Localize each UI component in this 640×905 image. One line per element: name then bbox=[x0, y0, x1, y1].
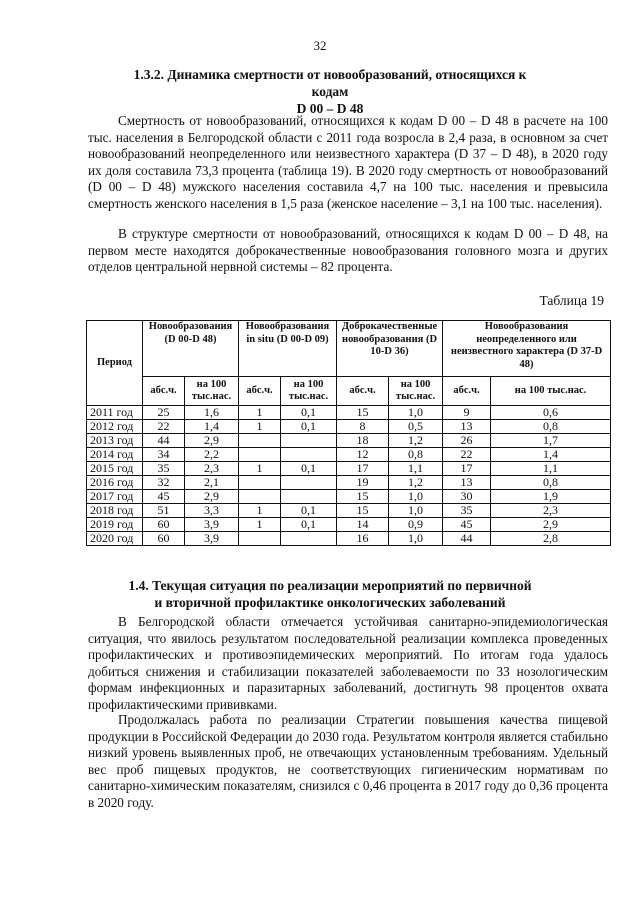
heading-line: D 00 – D 48 bbox=[296, 101, 364, 116]
subheader-rate: на 100 тыс.нас. bbox=[281, 377, 337, 406]
subheader-rate: на 100 тыс.нас. bbox=[491, 377, 611, 406]
table-cell: 0,8 bbox=[491, 420, 611, 434]
table-cell: 2,9 bbox=[185, 490, 239, 504]
table-cell: 0,5 bbox=[389, 420, 443, 434]
heading-line: и вторичной профилактике онкологических заболеваний bbox=[154, 595, 506, 610]
table-cell: 2018 год bbox=[87, 504, 143, 518]
column-group-header: Доброкачественные новообразования (D 10-D 36) bbox=[337, 321, 443, 377]
table-cell: 18 bbox=[337, 434, 389, 448]
page-number: 32 bbox=[313, 38, 327, 53]
table-cell: 1,0 bbox=[389, 406, 443, 420]
table-cell: 2016 год bbox=[87, 476, 143, 490]
table-cell bbox=[239, 448, 281, 462]
table-cell: 0,1 bbox=[281, 504, 337, 518]
table-cell: 60 bbox=[143, 518, 185, 532]
table-cell: 2,9 bbox=[491, 518, 611, 532]
paragraph: В Белгородской области отмечается устойчивая санитарно-эпидемиологическая ситуация, что явилось результатом последовательной реализации комплекса проведенных профилактических и противоэпидемических мероприятий. По итогам года удалось добиться снижения и стабилизации показателей заболеваемости по 33 нозологическим формам инфекционных и паразитарных заболеваний, достигнуть 98 процентов охвата профилактическими прививками. bbox=[88, 614, 608, 712]
table-cell: 1,1 bbox=[389, 462, 443, 476]
table-cell: 17 bbox=[337, 462, 389, 476]
table-row bbox=[87, 406, 611, 420]
table-cell: 25 bbox=[143, 406, 185, 420]
table-cell: 1,0 bbox=[389, 532, 443, 546]
section-heading-1-3-2 bbox=[120, 66, 540, 117]
table-cell: 44 bbox=[443, 532, 491, 546]
table-cell: 2015 год bbox=[87, 462, 143, 476]
table-cell: 0,1 bbox=[281, 518, 337, 532]
table-cell: 16 bbox=[337, 532, 389, 546]
table-cell: 26 bbox=[443, 434, 491, 448]
table-cell: 32 bbox=[143, 476, 185, 490]
table-cell: 15 bbox=[337, 504, 389, 518]
table-cell: 13 bbox=[443, 420, 491, 434]
table-cell bbox=[281, 448, 337, 462]
table-cell: 13 bbox=[443, 476, 491, 490]
column-header-period: Период bbox=[87, 321, 143, 406]
table-cell: 12 bbox=[337, 448, 389, 462]
table-cell: 1,0 bbox=[389, 504, 443, 518]
table-row bbox=[87, 420, 611, 434]
paragraph: В структуре смертности от новообразований, относящихся к кодам D 00 – D 48, на первом месте находятся доброкачественные новообразования головного мозга и других отделов центральной нервной системы – 82 процента. bbox=[88, 226, 608, 274]
table-cell: 17 bbox=[443, 462, 491, 476]
table-cell: 1 bbox=[239, 462, 281, 476]
table-row bbox=[87, 504, 611, 518]
table-row bbox=[87, 490, 611, 504]
table-cell: 1,2 bbox=[389, 476, 443, 490]
table-row bbox=[87, 518, 611, 532]
column-group-header: Новообразования неопределенного или неизвестного характера (D 37-D 48) bbox=[443, 321, 611, 377]
table-cell: 1 bbox=[239, 504, 281, 518]
table-cell: 1,9 bbox=[491, 490, 611, 504]
table-cell: 3,9 bbox=[185, 532, 239, 546]
table-cell: 15 bbox=[337, 406, 389, 420]
subheader-abs: абс.ч. bbox=[143, 377, 185, 406]
table-cell: 1,2 bbox=[389, 434, 443, 448]
table-cell: 2,3 bbox=[185, 462, 239, 476]
table-cell: 45 bbox=[443, 518, 491, 532]
table-cell bbox=[281, 532, 337, 546]
table-cell: 8 bbox=[337, 420, 389, 434]
table-cell: 1,4 bbox=[185, 420, 239, 434]
table-cell bbox=[281, 490, 337, 504]
table-row bbox=[87, 462, 611, 476]
table-cell: 2,3 bbox=[491, 504, 611, 518]
table-cell bbox=[239, 490, 281, 504]
subheader-abs: абс.ч. bbox=[443, 377, 491, 406]
table-cell: 22 bbox=[143, 420, 185, 434]
table-cell: 0,8 bbox=[491, 476, 611, 490]
table-cell: 2020 год bbox=[87, 532, 143, 546]
heading-line: 1.4. Текущая ситуация по реализации мероприятий по первичной bbox=[128, 578, 532, 593]
column-group-header: Новообразования in situ (D 00-D 09) bbox=[239, 321, 337, 377]
table-cell: 9 bbox=[443, 406, 491, 420]
section-heading-1-4 bbox=[120, 577, 540, 611]
table-cell: 19 bbox=[337, 476, 389, 490]
table-row bbox=[87, 532, 611, 546]
table-cell: 2013 год bbox=[87, 434, 143, 448]
table-cell: 2019 год bbox=[87, 518, 143, 532]
table-cell: 2017 год bbox=[87, 490, 143, 504]
table-cell: 2,1 bbox=[185, 476, 239, 490]
table-cell: 22 bbox=[443, 448, 491, 462]
table-row bbox=[87, 476, 611, 490]
column-group-header: Новообразования (D 00-D 48) bbox=[143, 321, 239, 377]
table-cell: 0,8 bbox=[389, 448, 443, 462]
subheader-abs: абс.ч. bbox=[337, 377, 389, 406]
table-cell: 0,9 bbox=[389, 518, 443, 532]
table-cell: 3,9 bbox=[185, 518, 239, 532]
table-row bbox=[87, 434, 611, 448]
table-cell: 1 bbox=[239, 406, 281, 420]
table-cell: 1,1 bbox=[491, 462, 611, 476]
table-row bbox=[87, 448, 611, 462]
subheader-abs: абс.ч. bbox=[239, 377, 281, 406]
table-cell bbox=[239, 476, 281, 490]
table-cell bbox=[281, 476, 337, 490]
table-cell bbox=[239, 532, 281, 546]
table-cell: 51 bbox=[143, 504, 185, 518]
table-cell bbox=[281, 434, 337, 448]
table-cell: 2014 год bbox=[87, 448, 143, 462]
paragraph: Смертность от новообразований, относящихся к кодам D 00 – D 48 в расчете на 100 тыс. населения в Белгородской области с 2011 года возросла в 2,4 раза, в основном за счет новообразований неопределенного или неизвестного характера (D 37 – D 48), в 2020 году их доля составила 73,3 процента (таблица 19). В 2020 году смертность от новообразований (D 00 – D 48) мужского населения составила 4,7 на 100 тыс. населения и превысила смертность женского населения в 1,5 раза (женское население – 3,1 на 100 тыс. населения). bbox=[88, 113, 608, 211]
table-cell: 1,6 bbox=[185, 406, 239, 420]
paragraph: Продолжалась работа по реализации Стратегии повышения качества пищевой продукции в Российской Федерации до 2030 года. Результатом контроля является стабильно низкий уровень выявленных проб, не отвечающих установленным требованиям. Удельный вес проб пищевых продуктов, не соответствующих гигиеническим нормативам по санитарно-химическим показателям, снизился с 0,46 процента в 2017 году до 0,36 процента в 2020 году. bbox=[88, 712, 608, 810]
subheader-rate: на 100 тыс.нас. bbox=[185, 377, 239, 406]
table-cell: 1,0 bbox=[389, 490, 443, 504]
mortality-table bbox=[86, 320, 611, 546]
table-caption: Таблица 19 bbox=[539, 293, 604, 308]
table-cell: 0,1 bbox=[281, 462, 337, 476]
table-cell: 1 bbox=[239, 420, 281, 434]
table-cell: 3,3 bbox=[185, 504, 239, 518]
table-cell: 1 bbox=[239, 518, 281, 532]
table-cell: 45 bbox=[143, 490, 185, 504]
table-cell: 2,8 bbox=[491, 532, 611, 546]
table-cell: 1,7 bbox=[491, 434, 611, 448]
table-cell: 1,4 bbox=[491, 448, 611, 462]
table-cell: 60 bbox=[143, 532, 185, 546]
subheader-rate: на 100 тыс.нас. bbox=[389, 377, 443, 406]
table-cell: 2,9 bbox=[185, 434, 239, 448]
table-cell: 30 bbox=[443, 490, 491, 504]
table-cell: 15 bbox=[337, 490, 389, 504]
table-cell: 44 bbox=[143, 434, 185, 448]
table-cell: 0,6 bbox=[491, 406, 611, 420]
table-cell: 34 bbox=[143, 448, 185, 462]
heading-line: 1.3.2. Динамика смертности от новообразований, относящихся к кодам bbox=[133, 67, 527, 99]
table-cell: 0,1 bbox=[281, 406, 337, 420]
table-cell: 2011 год bbox=[87, 406, 143, 420]
table-cell: 2,2 bbox=[185, 448, 239, 462]
table-cell: 14 bbox=[337, 518, 389, 532]
table-cell: 2012 год bbox=[87, 420, 143, 434]
table-cell: 0,1 bbox=[281, 420, 337, 434]
table-cell: 35 bbox=[443, 504, 491, 518]
table-cell bbox=[239, 434, 281, 448]
table-cell: 35 bbox=[143, 462, 185, 476]
